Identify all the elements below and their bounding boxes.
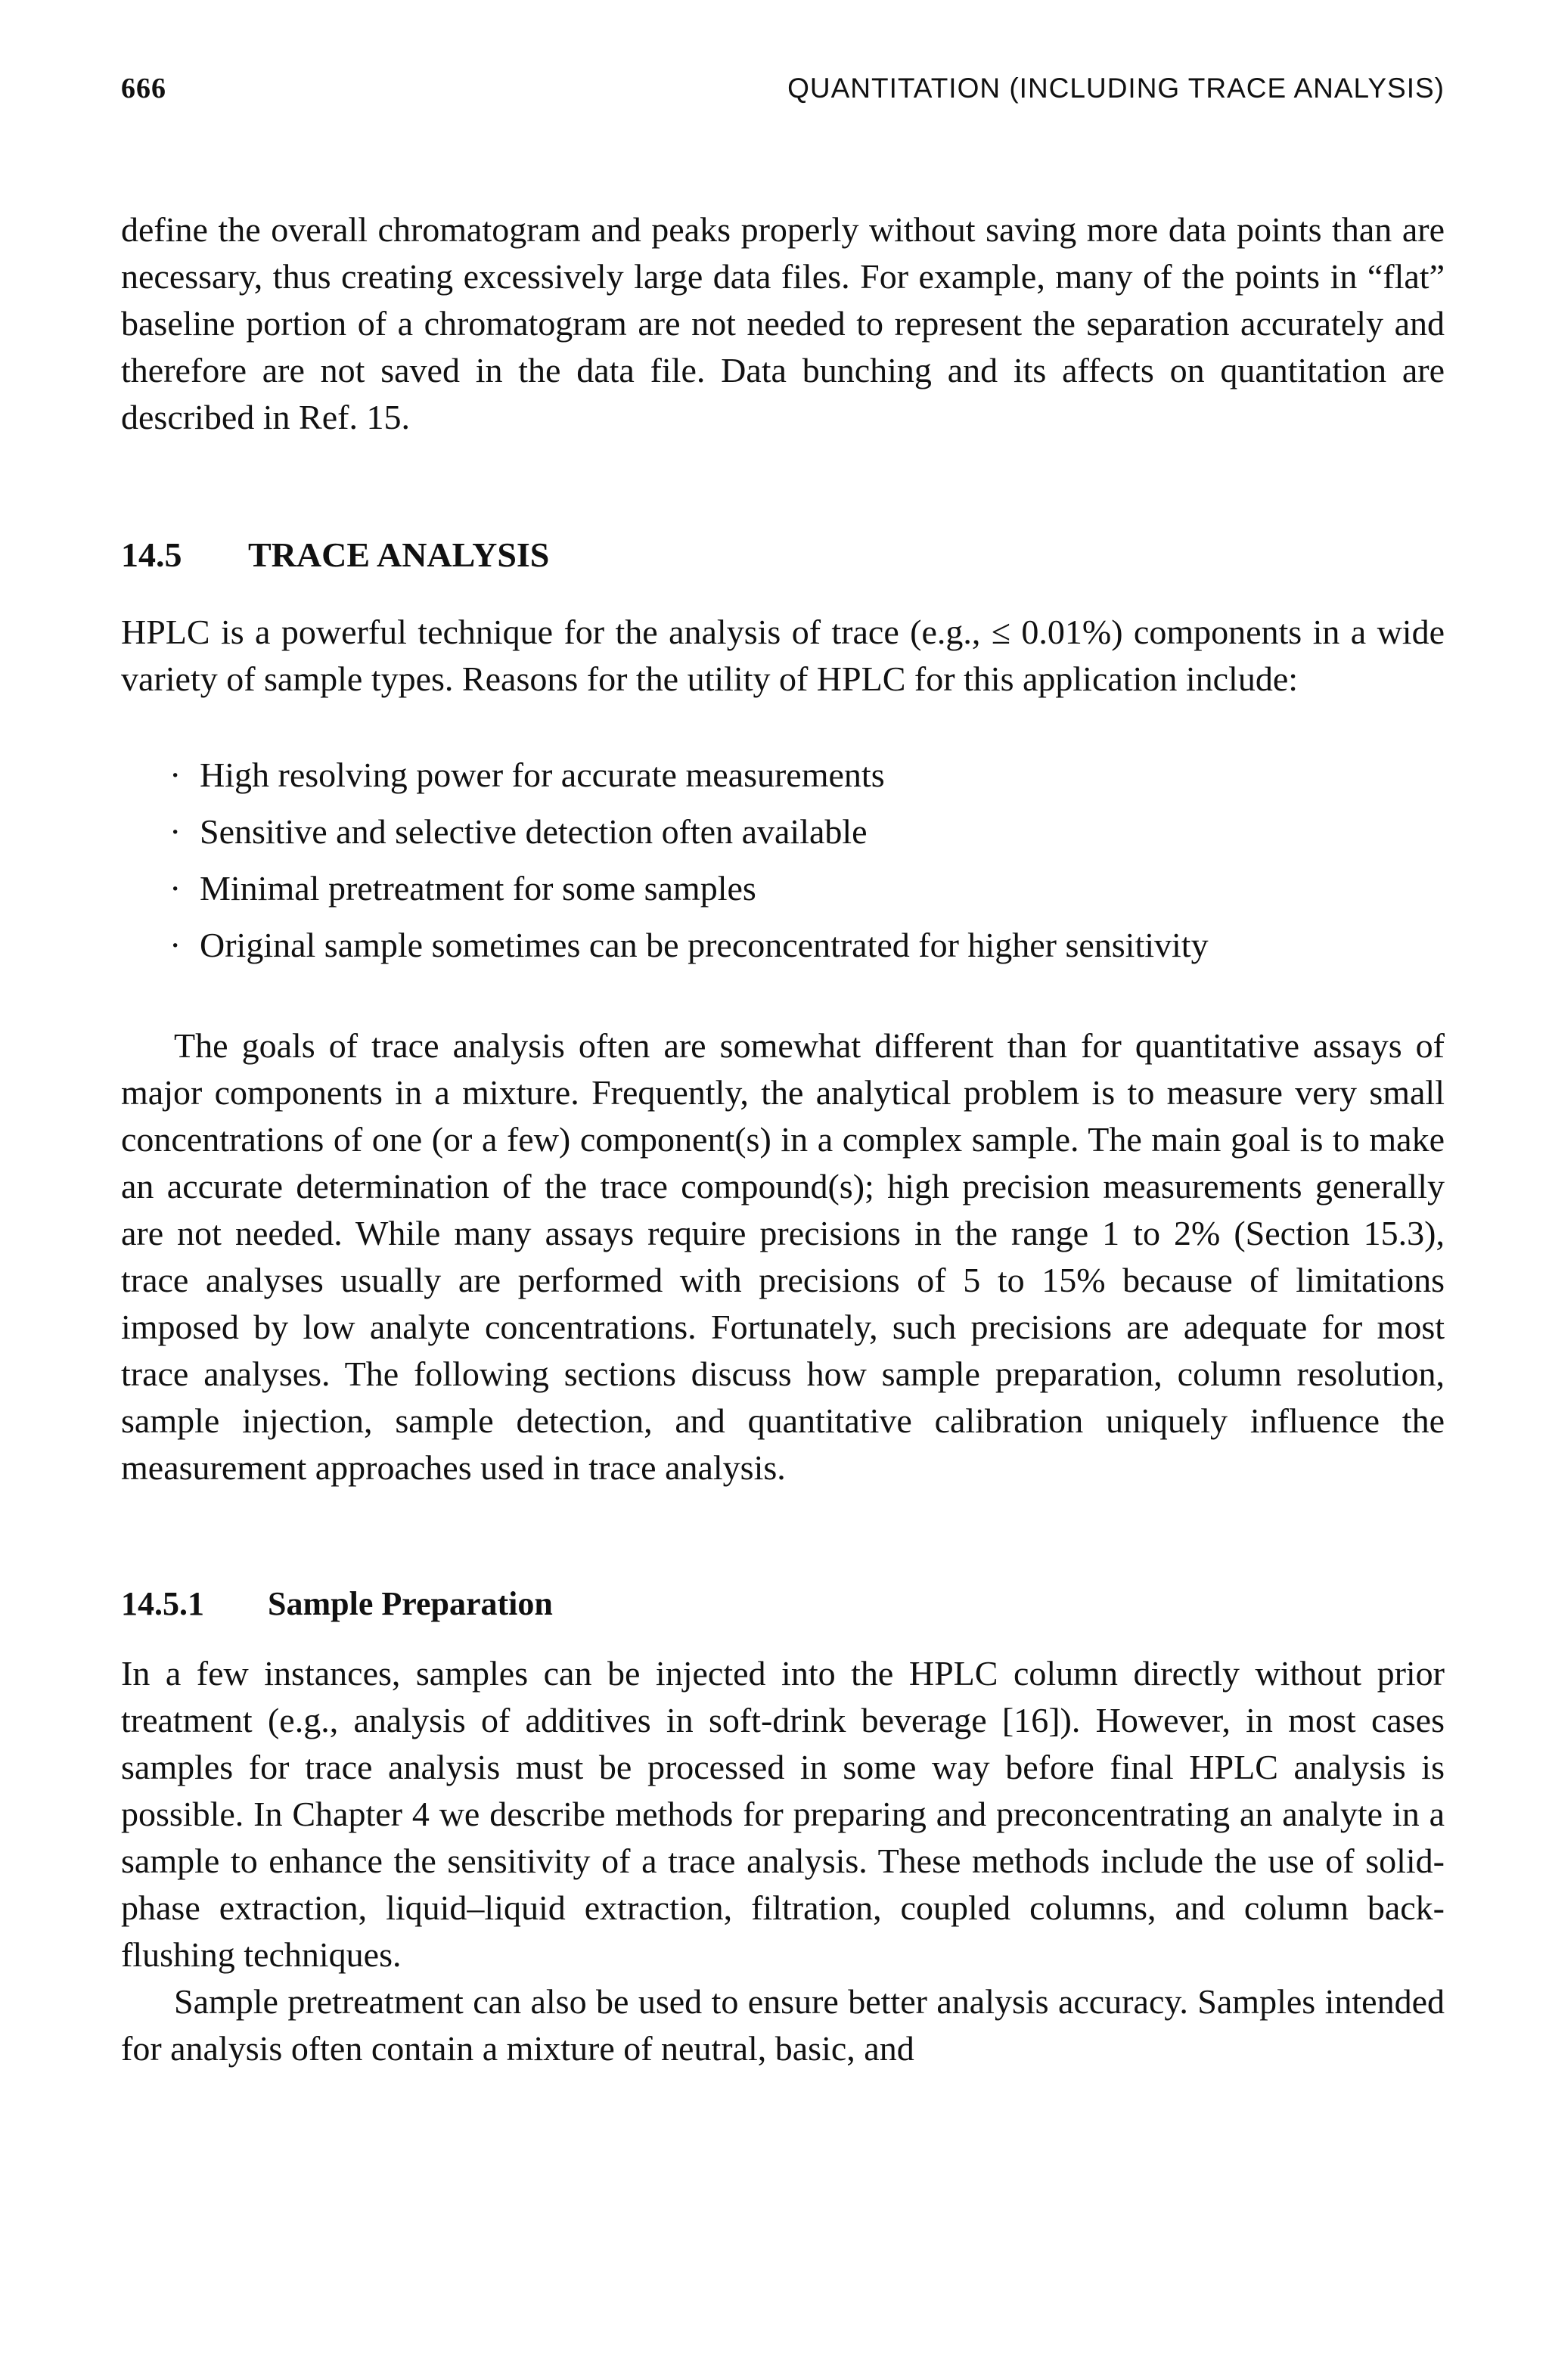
list-item-text: Original sample sometimes can be preconcentrated for higher sensitivity xyxy=(200,926,1209,964)
reasons-list xyxy=(121,746,1445,973)
book-page xyxy=(121,72,1445,2072)
running-title: QUANTITATION (INCLUDING TRACE ANALYSIS) xyxy=(787,73,1445,104)
intro-paragraph: HPLC is a powerful technique for the analysis of trace (e.g., ≤ 0.01%) components in a wide variety of sample types. Reasons for the utility of HPLC for this application include: xyxy=(121,613,1445,698)
list-item xyxy=(169,917,1445,973)
list-item xyxy=(169,803,1445,860)
sample-prep-paragraph: In a few instances, samples can be injected into the HPLC column directly without prior treatment (e.g., analysis of additives in soft-drink beverage [16]). However, in most cases samples for trace analysis must be processed in some way before final HPLC analysis is possible. In Chapter 4 we describe methods for preparing and preconcentrating an analyte in a sample to enhance the sensitivity of a trace analysis. These methods include the use of solid-phase extraction, liquid–liquid extraction, filtration, coupled columns, and column back-flushing techniques. xyxy=(121,1654,1445,1974)
bullet-icon: · xyxy=(169,812,182,851)
running-header xyxy=(121,72,1445,117)
bullet-icon: · xyxy=(169,926,182,964)
list-item-text: Sensitive and selective detection often available xyxy=(200,812,868,851)
section-number: 14.5 xyxy=(121,535,182,574)
bullet-icon: · xyxy=(169,756,182,794)
page-number: 666 xyxy=(121,73,166,104)
section-title: TRACE ANALYSIS xyxy=(248,535,550,574)
bullet-icon: · xyxy=(169,869,182,908)
subsection-title: Sample Preparation xyxy=(268,1585,553,1622)
subsection-heading xyxy=(121,1581,1445,1628)
section-heading xyxy=(121,532,1445,579)
goals-paragraph: The goals of trace analysis often are somewhat different than for quantitative assays of major components in a mixture. Frequently, the analytical problem is to measure very small concentrations of one (or a few) component(s) in a complex sample. The main goal is to make an accurate determination of the trace compound(s); high precision measurements generally are not needed. While many assays require precisions in the range 1 to 2% (Section 15.3), trace analyses usually are performed with precisions of 5 to 15% because of limitations imposed by low analyte concentrations. Fortunately, such precisions are adequate for most trace analyses. The following sections discuss how sample preparation, column resolution, sample injection, sample detection, and quantitative calibration uniquely influence the measurement approaches used in trace analysis. xyxy=(121,1026,1445,1487)
list-item-text: High resolving power for accurate measurements xyxy=(200,756,885,794)
subsection-number: 14.5.1 xyxy=(121,1585,204,1622)
list-item-text: Minimal pretreatment for some samples xyxy=(200,869,756,908)
list-item xyxy=(169,860,1445,917)
continued-paragraph: define the overall chromatogram and peaks properly without saving more data points than are necessary, thus creating excessively large data files. For example, many of the points in “flat” baseline portion of a chromatogram are not needed to represent the separation accurately and therefore are not saved in the data file. Data bunching and its affects on quantitation are described in Ref. 15. xyxy=(121,210,1445,436)
list-item xyxy=(169,746,1445,803)
pretreatment-paragraph: Sample pretreatment can also be used to ensure better analysis accuracy. Samples intended for analysis often contain a mixture of neutral, basic, and xyxy=(121,1982,1445,2068)
